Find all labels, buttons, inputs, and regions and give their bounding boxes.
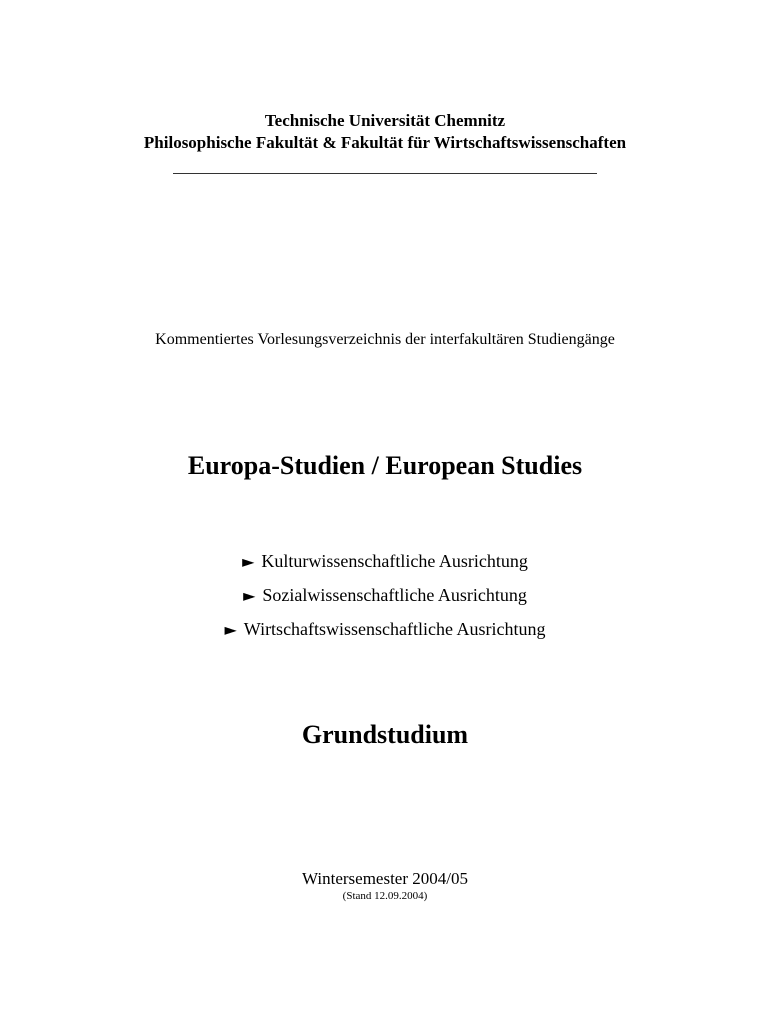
directions-list xyxy=(0,548,770,650)
program-title: Europa-Studien / European Studies xyxy=(187,451,583,480)
direction-label: Wirtschaftswissenschaftliche Ausrichtung xyxy=(243,619,546,639)
direction-item-economic xyxy=(0,616,770,650)
triangle-right-icon: ► xyxy=(242,552,255,571)
direction-item-social xyxy=(0,582,770,616)
catalog-title: Kommentiertes Vorlesungsverzeichnis der interfakultären Studiengänge xyxy=(155,331,615,348)
triangle-right-icon: ► xyxy=(243,586,256,605)
semester-label: Wintersemester 2004/05 xyxy=(302,869,468,888)
direction-label: Kulturwissenschaftliche Ausrichtung xyxy=(261,551,528,571)
header-divider xyxy=(173,173,597,174)
direction-label: Sozialwissenschaftliche Ausrichtung xyxy=(262,585,527,605)
study-stage-title: Grundstudium xyxy=(301,720,469,749)
university-name: Technische Universität Chemnitz xyxy=(264,111,506,130)
faculty-names: Philosophische Fakultät & Fakultät für Wirtschaftswissenschaften xyxy=(143,133,627,152)
triangle-right-icon: ► xyxy=(224,620,237,639)
status-date: (Stand 12.09.2004) xyxy=(342,890,428,902)
direction-item-cultural xyxy=(0,548,770,582)
